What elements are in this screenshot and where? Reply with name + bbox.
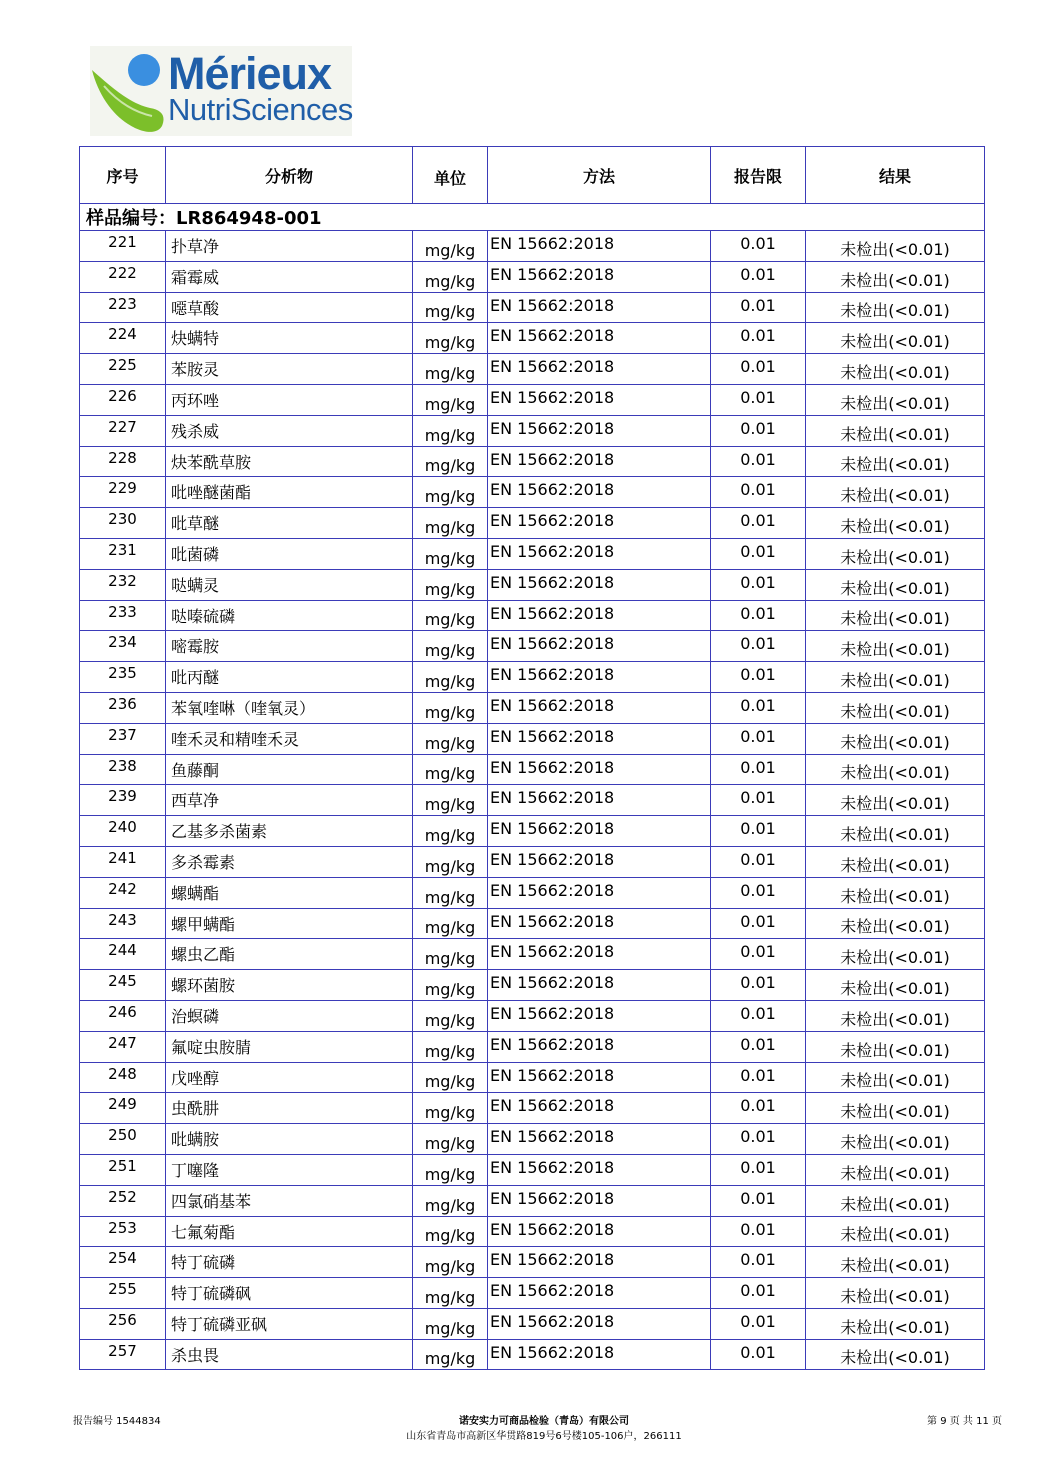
analyte-name: 鱼藤酮: [166, 754, 413, 785]
table-row: [80, 1124, 985, 1155]
result: 未检出(<0.01): [806, 754, 985, 785]
result: 未检出(<0.01): [806, 785, 985, 816]
row-number: 225: [80, 354, 166, 385]
result: 未检出(<0.01): [806, 1093, 985, 1124]
method: EN 15662:2018: [488, 231, 711, 262]
row-number: 224: [80, 323, 166, 354]
row-number: 236: [80, 692, 166, 723]
result: 未检出(<0.01): [806, 1185, 985, 1216]
leaf-logo-icon: [90, 46, 180, 136]
table-row: [80, 384, 985, 415]
analyte-name: 吡丙醚: [166, 662, 413, 693]
analyte-name: 扑草净: [166, 231, 413, 262]
row-number: 227: [80, 415, 166, 446]
method: EN 15662:2018: [488, 754, 711, 785]
company-address: 山东省青岛市高新区华贯路819号6号楼105-106户，266111: [406, 1431, 682, 1442]
result: 未检出(<0.01): [806, 1247, 985, 1278]
method: EN 15662:2018: [488, 1185, 711, 1216]
row-number: 245: [80, 970, 166, 1001]
reporting-limit: 0.01: [711, 1062, 806, 1093]
unit: mg/kg: [413, 231, 488, 262]
unit: mg/kg: [413, 1031, 488, 1062]
unit: mg/kg: [413, 692, 488, 723]
unit: mg/kg: [413, 569, 488, 600]
method: EN 15662:2018: [488, 477, 711, 508]
analyte-name: 治螟磷: [166, 1000, 413, 1031]
table-row: [80, 1031, 985, 1062]
analyte-name: 螺环菌胺: [166, 970, 413, 1001]
table-row: [80, 631, 985, 662]
analyte-name: 虫酰肼: [166, 1093, 413, 1124]
unit: mg/kg: [413, 415, 488, 446]
result: 未检出(<0.01): [806, 939, 985, 970]
method: EN 15662:2018: [488, 1031, 711, 1062]
row-number: 232: [80, 569, 166, 600]
row-number: 221: [80, 231, 166, 262]
row-number: 249: [80, 1093, 166, 1124]
reporting-limit: 0.01: [711, 1216, 806, 1247]
result: 未检出(<0.01): [806, 1278, 985, 1309]
table-row: [80, 754, 985, 785]
unit: mg/kg: [413, 1339, 488, 1370]
company-name: 诺安实力可商品检验（青岛）有限公司: [459, 1416, 629, 1427]
analyte-name: 炔苯酰草胺: [166, 446, 413, 477]
unit: mg/kg: [413, 1216, 488, 1247]
row-number: 252: [80, 1185, 166, 1216]
analyte-name: 丁噻隆: [166, 1154, 413, 1185]
table-row: [80, 415, 985, 446]
result: 未检出(<0.01): [806, 569, 985, 600]
reporting-limit: 0.01: [711, 292, 806, 323]
table-row: [80, 1154, 985, 1185]
result: 未检出(<0.01): [806, 1062, 985, 1093]
reporting-limit: 0.01: [711, 816, 806, 847]
table-row: [80, 446, 985, 477]
table-row: [80, 1185, 985, 1216]
row-number: 226: [80, 384, 166, 415]
row-number: 233: [80, 600, 166, 631]
table-row: [80, 1339, 985, 1370]
row-number: 244: [80, 939, 166, 970]
table-row: [80, 261, 985, 292]
row-number: 248: [80, 1062, 166, 1093]
table-header-row: [80, 147, 985, 204]
reporting-limit: 0.01: [711, 600, 806, 631]
reporting-limit: 0.01: [711, 877, 806, 908]
analyte-name: 哒螨灵: [166, 569, 413, 600]
method: EN 15662:2018: [488, 323, 711, 354]
table-row: [80, 939, 985, 970]
method: EN 15662:2018: [488, 1154, 711, 1185]
unit: mg/kg: [413, 631, 488, 662]
analyte-name: 西草净: [166, 785, 413, 816]
result: 未检出(<0.01): [806, 877, 985, 908]
analyte-name: 特丁硫磷砜: [166, 1278, 413, 1309]
result: 未检出(<0.01): [806, 292, 985, 323]
col-header-result: 结果: [806, 147, 985, 204]
reporting-limit: 0.01: [711, 1185, 806, 1216]
result: 未检出(<0.01): [806, 384, 985, 415]
unit: mg/kg: [413, 939, 488, 970]
method: EN 15662:2018: [488, 908, 711, 939]
report-number: 报告编号 1544834: [73, 1416, 161, 1427]
reporting-limit: 0.01: [711, 1339, 806, 1370]
analyte-name: 喹禾灵和精喹禾灵: [166, 723, 413, 754]
unit: mg/kg: [413, 1124, 488, 1155]
method: EN 15662:2018: [488, 1216, 711, 1247]
table-row: [80, 1093, 985, 1124]
method: EN 15662:2018: [488, 785, 711, 816]
table-row: [80, 723, 985, 754]
analyte-name: 丙环唑: [166, 384, 413, 415]
row-number: 223: [80, 292, 166, 323]
table-row: [80, 1308, 985, 1339]
analyte-name: 戊唑醇: [166, 1062, 413, 1093]
row-number: 222: [80, 261, 166, 292]
unit: mg/kg: [413, 323, 488, 354]
result: 未检出(<0.01): [806, 415, 985, 446]
table-row: [80, 1278, 985, 1309]
table-row: [80, 816, 985, 847]
reporting-limit: 0.01: [711, 1093, 806, 1124]
method: EN 15662:2018: [488, 877, 711, 908]
reporting-limit: 0.01: [711, 1278, 806, 1309]
reporting-limit: 0.01: [711, 231, 806, 262]
analyte-name: 吡草醚: [166, 508, 413, 539]
method: EN 15662:2018: [488, 384, 711, 415]
row-number: 234: [80, 631, 166, 662]
method: EN 15662:2018: [488, 538, 711, 569]
reporting-limit: 0.01: [711, 569, 806, 600]
row-number: 256: [80, 1308, 166, 1339]
row-number: 231: [80, 538, 166, 569]
analyte-name: 多杀霉素: [166, 846, 413, 877]
table-row: [80, 970, 985, 1001]
unit: mg/kg: [413, 662, 488, 693]
unit: mg/kg: [413, 723, 488, 754]
unit: mg/kg: [413, 970, 488, 1001]
brand-name-line1: Mérieux: [168, 48, 332, 99]
analyte-name: 特丁硫磷: [166, 1247, 413, 1278]
analyte-name: 七氟菊酯: [166, 1216, 413, 1247]
method: EN 15662:2018: [488, 1339, 711, 1370]
result: 未检出(<0.01): [806, 908, 985, 939]
row-number: 242: [80, 877, 166, 908]
unit: mg/kg: [413, 446, 488, 477]
row-number: 235: [80, 662, 166, 693]
result: 未检出(<0.01): [806, 723, 985, 754]
result: 未检出(<0.01): [806, 1154, 985, 1185]
row-number: 228: [80, 446, 166, 477]
reporting-limit: 0.01: [711, 662, 806, 693]
unit: mg/kg: [413, 1000, 488, 1031]
unit: mg/kg: [413, 292, 488, 323]
result: 未检出(<0.01): [806, 1216, 985, 1247]
reporting-limit: 0.01: [711, 631, 806, 662]
method: EN 15662:2018: [488, 1000, 711, 1031]
reporting-limit: 0.01: [711, 261, 806, 292]
footer-company-block: [0, 1412, 1052, 1442]
unit: mg/kg: [413, 816, 488, 847]
method: EN 15662:2018: [488, 1308, 711, 1339]
row-number: 229: [80, 477, 166, 508]
analyte-name: 苯胺灵: [166, 354, 413, 385]
analyte-name: 螺螨酯: [166, 877, 413, 908]
method: EN 15662:2018: [488, 508, 711, 539]
reporting-limit: 0.01: [711, 1308, 806, 1339]
analyte-name: 螺甲螨酯: [166, 908, 413, 939]
table-row: [80, 662, 985, 693]
method: EN 15662:2018: [488, 1093, 711, 1124]
reporting-limit: 0.01: [711, 970, 806, 1001]
result: 未检出(<0.01): [806, 538, 985, 569]
unit: mg/kg: [413, 754, 488, 785]
method: EN 15662:2018: [488, 569, 711, 600]
result: 未检出(<0.01): [806, 231, 985, 262]
reporting-limit: 0.01: [711, 477, 806, 508]
analyte-name: 嘧霉胺: [166, 631, 413, 662]
result: 未检出(<0.01): [806, 508, 985, 539]
result: 未检出(<0.01): [806, 846, 985, 877]
company-logo: [90, 46, 352, 136]
table-row: [80, 1247, 985, 1278]
result: 未检出(<0.01): [806, 662, 985, 693]
table-row: [80, 477, 985, 508]
unit: mg/kg: [413, 1154, 488, 1185]
reporting-limit: 0.01: [711, 323, 806, 354]
unit: mg/kg: [413, 1308, 488, 1339]
row-number: 250: [80, 1124, 166, 1155]
method: EN 15662:2018: [488, 692, 711, 723]
reporting-limit: 0.01: [711, 908, 806, 939]
unit: mg/kg: [413, 877, 488, 908]
method: EN 15662:2018: [488, 662, 711, 693]
sample-id: 样品编号：LR864948-001: [80, 204, 985, 231]
table-row: [80, 508, 985, 539]
reporting-limit: 0.01: [711, 754, 806, 785]
row-number: 241: [80, 846, 166, 877]
table-row: [80, 692, 985, 723]
row-number: 251: [80, 1154, 166, 1185]
row-number: 257: [80, 1339, 166, 1370]
row-number: 230: [80, 508, 166, 539]
method: EN 15662:2018: [488, 1124, 711, 1155]
row-number: 237: [80, 723, 166, 754]
table-row: [80, 1000, 985, 1031]
result: 未检出(<0.01): [806, 631, 985, 662]
reporting-limit: 0.01: [711, 1000, 806, 1031]
unit: mg/kg: [413, 908, 488, 939]
reporting-limit: 0.01: [711, 785, 806, 816]
unit: mg/kg: [413, 477, 488, 508]
method: EN 15662:2018: [488, 354, 711, 385]
sample-id-row: [80, 204, 985, 231]
page-number: 第 9 页 共 11 页: [927, 1416, 1002, 1427]
result: 未检出(<0.01): [806, 970, 985, 1001]
analyte-name: 炔螨特: [166, 323, 413, 354]
result: 未检出(<0.01): [806, 323, 985, 354]
result: 未检出(<0.01): [806, 1339, 985, 1370]
reporting-limit: 0.01: [711, 446, 806, 477]
analyte-name: 哒嗪硫磷: [166, 600, 413, 631]
reporting-limit: 0.01: [711, 1124, 806, 1155]
analyte-name: 杀虫畏: [166, 1339, 413, 1370]
unit: mg/kg: [413, 785, 488, 816]
table-row: [80, 292, 985, 323]
result: 未检出(<0.01): [806, 600, 985, 631]
table-row: [80, 569, 985, 600]
result: 未检出(<0.01): [806, 1000, 985, 1031]
analyte-name: 吡唑醚菌酯: [166, 477, 413, 508]
analyte-name: 吡菌磷: [166, 538, 413, 569]
method: EN 15662:2018: [488, 970, 711, 1001]
reporting-limit: 0.01: [711, 939, 806, 970]
method: EN 15662:2018: [488, 723, 711, 754]
table-row: [80, 1062, 985, 1093]
analyte-name: 残杀威: [166, 415, 413, 446]
analyte-name: 苯氧喹啉（喹氧灵）: [166, 692, 413, 723]
reporting-limit: 0.01: [711, 508, 806, 539]
method: EN 15662:2018: [488, 816, 711, 847]
row-number: 239: [80, 785, 166, 816]
result: 未检出(<0.01): [806, 477, 985, 508]
row-number: 253: [80, 1216, 166, 1247]
col-header-method: 方法: [488, 147, 711, 204]
method: EN 15662:2018: [488, 292, 711, 323]
row-number: 255: [80, 1278, 166, 1309]
col-header-unit: 单位: [413, 147, 488, 204]
method: EN 15662:2018: [488, 1062, 711, 1093]
analyte-name: 霜霉威: [166, 261, 413, 292]
method: EN 15662:2018: [488, 939, 711, 970]
unit: mg/kg: [413, 261, 488, 292]
result: 未检出(<0.01): [806, 1124, 985, 1155]
unit: mg/kg: [413, 538, 488, 569]
method: EN 15662:2018: [488, 631, 711, 662]
result: 未检出(<0.01): [806, 1308, 985, 1339]
result: 未检出(<0.01): [806, 446, 985, 477]
method: EN 15662:2018: [488, 846, 711, 877]
analyte-name: 乙基多杀菌素: [166, 816, 413, 847]
reporting-limit: 0.01: [711, 1031, 806, 1062]
table-row: [80, 538, 985, 569]
unit: mg/kg: [413, 1093, 488, 1124]
table-row: [80, 877, 985, 908]
reporting-limit: 0.01: [711, 538, 806, 569]
reporting-limit: 0.01: [711, 384, 806, 415]
brand-name-line2: NutriSciences: [168, 92, 353, 127]
analyte-name: 螺虫乙酯: [166, 939, 413, 970]
results-table: [79, 146, 985, 1370]
table-row: [80, 600, 985, 631]
table-row: [80, 785, 985, 816]
table-row: [80, 323, 985, 354]
analyte-name: 四氯硝基苯: [166, 1185, 413, 1216]
result: 未检出(<0.01): [806, 261, 985, 292]
reporting-limit: 0.01: [711, 723, 806, 754]
method: EN 15662:2018: [488, 446, 711, 477]
unit: mg/kg: [413, 384, 488, 415]
row-number: 243: [80, 908, 166, 939]
method: EN 15662:2018: [488, 1247, 711, 1278]
row-number: 240: [80, 816, 166, 847]
analyte-name: 特丁硫磷亚砜: [166, 1308, 413, 1339]
unit: mg/kg: [413, 354, 488, 385]
result: 未检出(<0.01): [806, 1031, 985, 1062]
unit: mg/kg: [413, 600, 488, 631]
reporting-limit: 0.01: [711, 846, 806, 877]
unit: mg/kg: [413, 1247, 488, 1278]
unit: mg/kg: [413, 846, 488, 877]
unit: mg/kg: [413, 1278, 488, 1309]
table-row: [80, 354, 985, 385]
method: EN 15662:2018: [488, 1278, 711, 1309]
analyte-name: 吡螨胺: [166, 1124, 413, 1155]
col-header-limit: 报告限: [711, 147, 806, 204]
unit: mg/kg: [413, 1062, 488, 1093]
result: 未检出(<0.01): [806, 354, 985, 385]
analyte-name: 氟啶虫胺腈: [166, 1031, 413, 1062]
row-number: 246: [80, 1000, 166, 1031]
reporting-limit: 0.01: [711, 354, 806, 385]
table-row: [80, 846, 985, 877]
reporting-limit: 0.01: [711, 1154, 806, 1185]
unit: mg/kg: [413, 1185, 488, 1216]
unit: mg/kg: [413, 508, 488, 539]
table-row: [80, 1216, 985, 1247]
analyte-name: 噁草酸: [166, 292, 413, 323]
table-row: [80, 908, 985, 939]
method: EN 15662:2018: [488, 415, 711, 446]
row-number: 254: [80, 1247, 166, 1278]
reporting-limit: 0.01: [711, 1247, 806, 1278]
method: EN 15662:2018: [488, 600, 711, 631]
row-number: 247: [80, 1031, 166, 1062]
reporting-limit: 0.01: [711, 692, 806, 723]
reporting-limit: 0.01: [711, 415, 806, 446]
method: EN 15662:2018: [488, 261, 711, 292]
table-row: [80, 231, 985, 262]
result: 未检出(<0.01): [806, 692, 985, 723]
col-header-analyte: 分析物: [166, 147, 413, 204]
result: 未检出(<0.01): [806, 816, 985, 847]
col-header-no: 序号: [80, 147, 166, 204]
row-number: 238: [80, 754, 166, 785]
